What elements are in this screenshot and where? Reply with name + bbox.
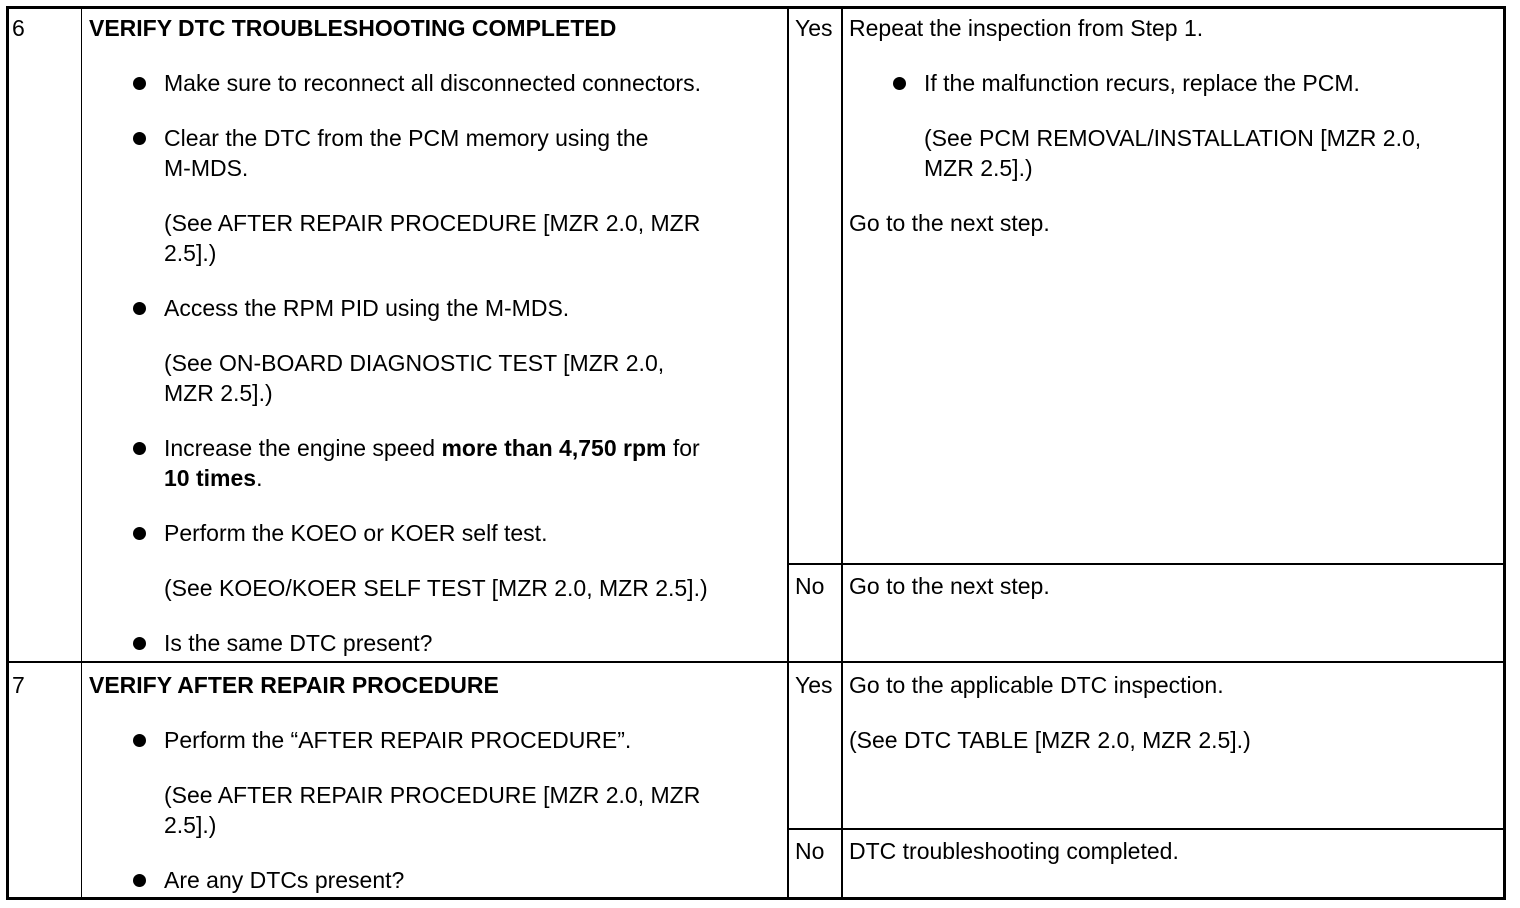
reference-link[interactable]: 2.5].) bbox=[164, 812, 217, 838]
bullet-icon bbox=[133, 874, 146, 887]
instruction-text: M-MDS. bbox=[164, 155, 249, 181]
instruction-text: Make sure to reconnect all disconnected connectors. bbox=[164, 70, 701, 96]
yes-action-text: Repeat the inspection from Step 1. bbox=[849, 15, 1204, 41]
bullet-icon bbox=[893, 77, 906, 90]
reference-link[interactable]: MZR 2.5].) bbox=[924, 155, 1033, 181]
reference-link[interactable]: (See PCM REMOVAL/INSTALLATION [MZR 2.0, bbox=[924, 125, 1422, 151]
repeat-count: 10 times bbox=[164, 465, 257, 491]
reference-link[interactable]: (See AFTER REPAIR PROCEDURE [MZR 2.0, MZR bbox=[164, 782, 701, 808]
step-number: 6 bbox=[12, 15, 25, 41]
result-divider bbox=[788, 828, 1504, 830]
step-title: VERIFY AFTER REPAIR PROCEDURE bbox=[89, 672, 499, 698]
yes-action-text: If the malfunction recurs, replace the PCM. bbox=[924, 70, 1360, 96]
yes-label: Yes bbox=[795, 15, 833, 41]
instruction-text-part: . bbox=[256, 465, 263, 491]
reference-link[interactable]: 2.5].) bbox=[164, 240, 217, 266]
instruction-text-part: for bbox=[666, 435, 700, 461]
bullet-icon bbox=[133, 302, 146, 315]
yes-action-text: Go to the applicable DTC inspection. bbox=[849, 672, 1224, 698]
step-number: 7 bbox=[12, 672, 25, 698]
yes-label: Yes bbox=[795, 672, 833, 698]
bullet-icon bbox=[133, 77, 146, 90]
instruction-text: Access the RPM PID using the M-MDS. bbox=[164, 295, 570, 321]
yes-action-text: Go to the next step. bbox=[849, 210, 1050, 236]
row-divider bbox=[8, 661, 1504, 663]
question-text: Are any DTCs present? bbox=[164, 867, 405, 893]
column-divider bbox=[841, 8, 843, 900]
no-action-text: Go to the next step. bbox=[849, 573, 1050, 599]
bullet-icon bbox=[133, 637, 146, 650]
bullet-icon bbox=[133, 527, 146, 540]
bullet-icon bbox=[133, 442, 146, 455]
instruction-text-part: Increase the engine speed bbox=[164, 435, 442, 461]
reference-link[interactable]: (See DTC TABLE [MZR 2.0, MZR 2.5].) bbox=[849, 727, 1251, 753]
question-text: Is the same DTC present? bbox=[164, 630, 433, 656]
result-divider bbox=[788, 563, 1504, 565]
reference-link[interactable]: MZR 2.5].) bbox=[164, 380, 273, 406]
bullet-icon bbox=[133, 734, 146, 747]
bullet-icon bbox=[133, 132, 146, 145]
reference-link[interactable]: (See AFTER REPAIR PROCEDURE [MZR 2.0, MZR bbox=[164, 210, 701, 236]
instruction-text: Perform the KOEO or KOER self test. bbox=[164, 520, 548, 546]
reference-link[interactable]: (See KOEO/KOER SELF TEST [MZR 2.0, MZR 2.5].) bbox=[164, 575, 708, 601]
instruction-text: Clear the DTC from the PCM memory using the bbox=[164, 125, 649, 151]
instruction-text bbox=[164, 463, 262, 493]
no-label: No bbox=[795, 573, 825, 599]
no-label: No bbox=[795, 838, 825, 864]
column-divider bbox=[81, 8, 82, 900]
no-action-text: DTC troubleshooting completed. bbox=[849, 838, 1179, 864]
reference-link[interactable]: (See ON-BOARD DIAGNOSTIC TEST [MZR 2.0, bbox=[164, 350, 665, 376]
instruction-text: Perform the “AFTER REPAIR PROCEDURE”. bbox=[164, 727, 632, 753]
instruction-text bbox=[164, 433, 700, 463]
step-title: VERIFY DTC TROUBLESHOOTING COMPLETED bbox=[89, 15, 617, 41]
column-divider bbox=[787, 8, 789, 900]
rpm-threshold: more than 4,750 rpm bbox=[441, 435, 667, 461]
